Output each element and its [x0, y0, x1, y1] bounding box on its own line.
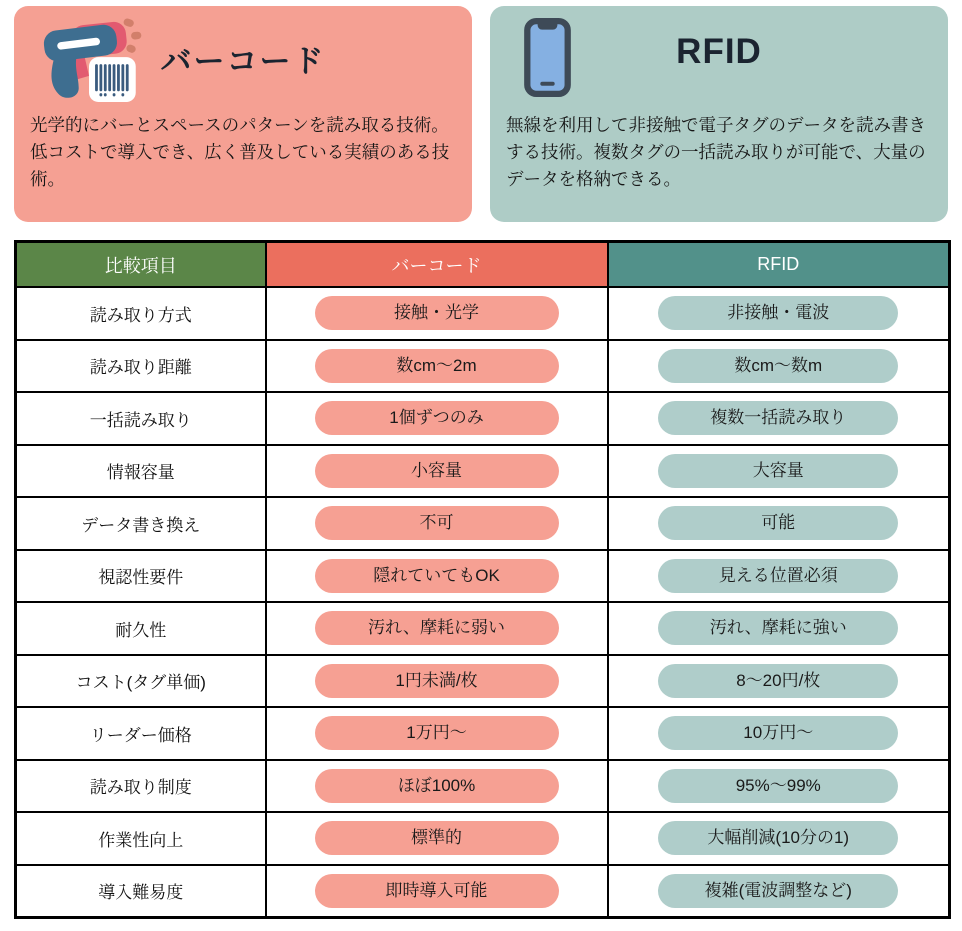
header-cell-rfid: RFID: [608, 242, 950, 288]
barcode-value-pill: 1万円～: [315, 716, 559, 750]
table-row: [16, 655, 950, 708]
barcode-value-pill: 隠れていてもOK: [315, 559, 559, 593]
row-label: リーダー価格: [16, 707, 266, 760]
rfid-value-pill: 大幅削減(10分の1): [658, 821, 898, 855]
table-row: [16, 287, 950, 340]
rfid-value-pill: 10万円～: [658, 716, 898, 750]
table-row: [16, 497, 950, 550]
row-label: コスト(タグ単価): [16, 655, 266, 708]
barcode-value-pill: 標準的: [315, 821, 559, 855]
smartphone-icon: [524, 18, 571, 97]
table-row: [16, 602, 950, 655]
barcode-value-pill: ほぼ100%: [315, 769, 559, 803]
barcode-value-pill: 1個ずつのみ: [315, 401, 559, 435]
rfid-card-header: [490, 6, 948, 104]
barcode-scanner-icon: [36, 16, 142, 102]
rfid-value-pill: 非接触・電波: [658, 296, 898, 330]
rfid-value-pill: 見える位置必須: [658, 559, 898, 593]
summary-cards: [14, 6, 948, 222]
barcode-value-pill: 即時導入可能: [315, 874, 559, 908]
comparison-table: [14, 240, 951, 919]
barcode-value-pill: 1円未満/枚: [315, 664, 559, 698]
rfid-card: [490, 6, 948, 222]
rfid-value-pill: 複雑(電波調整など): [658, 874, 898, 908]
rfid-value-pill: 大容量: [658, 454, 898, 488]
rfid-card-title: RFID: [676, 32, 762, 71]
rfid-value-pill: 可能: [658, 506, 898, 540]
row-label: 読み取り距離: [16, 340, 266, 393]
row-label: 読み取り方式: [16, 287, 266, 340]
row-label: 耐久性: [16, 602, 266, 655]
header-cell-barcode: バーコード: [266, 242, 608, 288]
barcode-value-pill: 小容量: [315, 454, 559, 488]
barcode-value-pill: 汚れ、摩耗に弱い: [315, 611, 559, 645]
rfid-value-pill: 8～20円/枚: [658, 664, 898, 698]
rfid-card-description: 無線を利用して非接触で電子タグのデータを読み書きする技術。複数タグの一括読み取りが可能で、大量のデータを格納できる。: [506, 115, 926, 189]
rfid-value-pill: 汚れ、摩耗に強い: [658, 611, 898, 645]
row-label: データ書き換え: [16, 497, 266, 550]
table-row: [16, 707, 950, 760]
row-label: 情報容量: [16, 445, 266, 498]
table-header-row: [16, 242, 950, 288]
barcode-value-pill: 接触・光学: [315, 296, 559, 330]
table-row: [16, 340, 950, 393]
barcode-card-title: バーコード: [160, 44, 326, 79]
rfid-value-pill: 複数一括読み取り: [658, 401, 898, 435]
row-label: 一括読み取り: [16, 392, 266, 445]
row-label: 作業性向上: [16, 812, 266, 865]
rfid-value-pill: 数cm～数m: [658, 349, 898, 383]
table-row: [16, 445, 950, 498]
barcode-card-header: [14, 6, 472, 104]
table-row: [16, 550, 950, 603]
header-cell-item: 比較項目: [16, 242, 266, 288]
barcode-value-pill: 数cm～2m: [315, 349, 559, 383]
rfid-value-pill: 95%～99%: [658, 769, 898, 803]
table-row: [16, 392, 950, 445]
barcode-card: [14, 6, 472, 222]
barcode-value-pill: 不可: [315, 506, 559, 540]
table-row: [16, 865, 950, 918]
table-row: [16, 760, 950, 813]
row-label: 導入難易度: [16, 865, 266, 918]
row-label: 読み取り制度: [16, 760, 266, 813]
barcode-card-description: 光学的にバーとスペースのパターンを読み取る技術。低コストで導入でき、広く普及している実績のある技術。: [30, 115, 450, 189]
row-label: 視認性要件: [16, 550, 266, 603]
table-row: [16, 812, 950, 865]
